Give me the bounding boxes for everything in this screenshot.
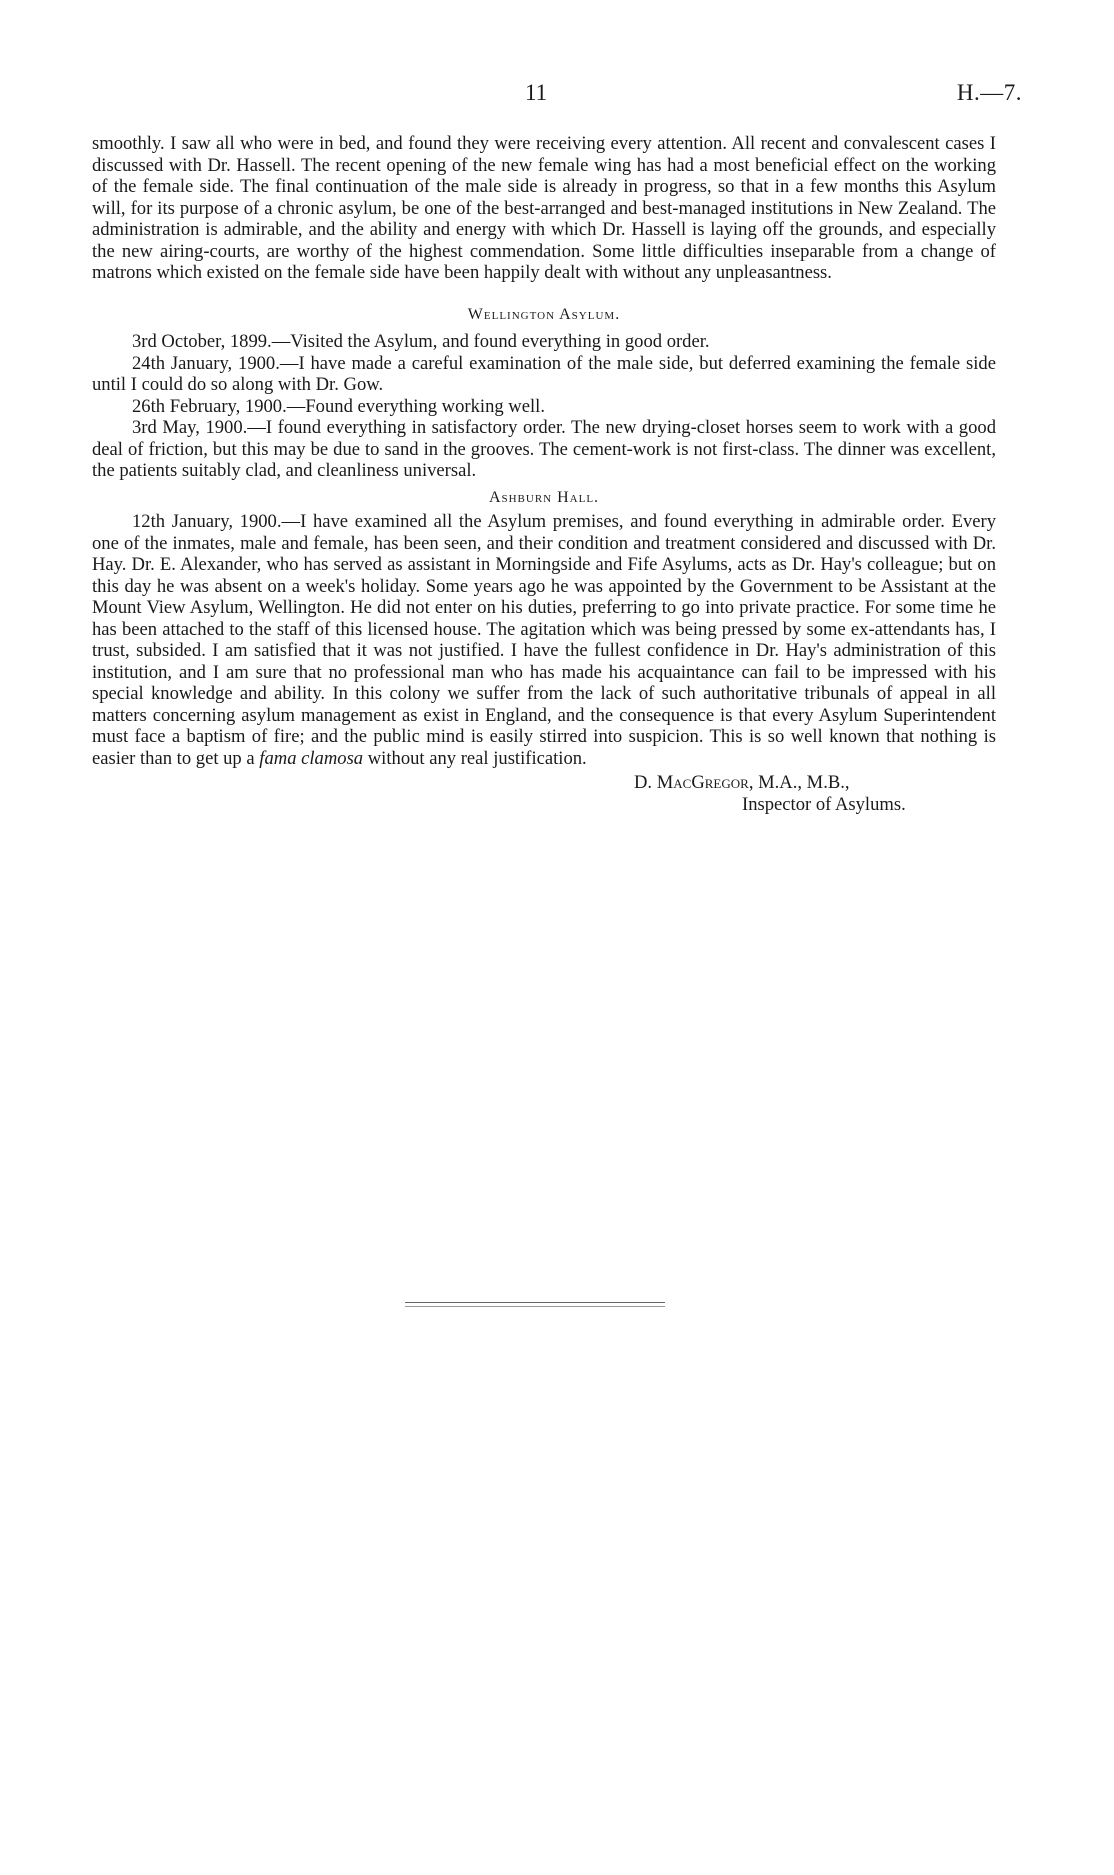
report-code: H.—7.	[956, 80, 1022, 105]
intro-paragraph: smoothly. I saw all who were in bed, and found they were receiving every attention. All recent and convalescent cases I discussed with Dr. Hassell. The recent opening of the new female wing has had a most beneficial effect on the working of the female side. The final continuation of the male side is already in progress, so that in a few months this Asylum will, for its purpose of a chronic asylum, be one of the best-arranged and best-managed institutions in New Zealand. The administration is admirable, and the ability and energy with which Dr. Hassell is laying off the grounds, and especially the new airing-courts, are worthy of the highest commendation. Some little difficulties inseparable from a change of matrons which existed on the female side have been happily dealt with without any unpleasantness.	[92, 133, 996, 283]
signature-name: D. MacGregor	[634, 772, 749, 793]
closing-rule	[405, 1302, 665, 1303]
wellington-entry: 3rd October, 1899.—Visited the Asylum, and found everything in good order.	[132, 331, 710, 352]
signature-credentials: , M.A., M.B.,	[748, 772, 850, 793]
ashburn-paragraph	[92, 511, 996, 769]
ashburn-latin-phrase: fama clamosa	[259, 747, 364, 769]
ashburn-text: 12th January, 1900.—I have examined all the Asylum premises, and found everything in admirable order. Every one of the inmates, male and female, has been seen, and their condition and treatment considered and discussed with Dr. Hay. Dr. E. Alexander, who has served as assistant in Morningside and Fife Asylums, acts as Dr. Hay's colleague; but on this day he was absent on a week's holiday. Some years ago he was appointed by the Government to be Assistant at the Mount View Asylum, Wellington. He did not enter on his duties, preferring to go into private practice. For some time he has been attached to the staff of this licensed house. The agitation which was being pressed by some ex-attendants has, I trust, subsided. I am satisfied that it was not justified. I have the fullest confidence in Dr. Hay's administration of this institution, and I am sure that no professional man who has made his acquaintance can fail to be impressed with his special knowledge and ability. In this colony we suffer from the lack of such authoritative tribunals of appeal in all matters concerning asylum management as exist in England, and the consequence is that every Asylum Superintendent must face a baptism of fire; and the public mind is easily stirred into suspicion. This is so well known that nothing is easier than to get up a	[92, 511, 996, 769]
signature-block	[634, 772, 996, 815]
ashburn-hall-heading: Ashburn Hall.	[488, 488, 600, 506]
wellington-entry: 24th January, 1900.—I have made a careful examination of the male side, but deferred examining the female side until I could do so along with Dr. Gow.	[92, 352, 996, 395]
page-header	[92, 80, 1022, 110]
page-number: 11	[525, 80, 548, 105]
closing-rule-secondary	[405, 1306, 665, 1307]
wellington-asylum-heading: Wellington Asylum.	[467, 305, 621, 323]
signature-title: Inspector of Asylums.	[742, 793, 906, 815]
document-body	[92, 133, 996, 815]
signature-line	[634, 772, 996, 794]
wellington-entry: 3rd May, 1900.—I found everything in satisfactory order. The new drying-closet horses seem to work with a good deal of friction, but this may be due to sand in the grooves. The cement-work is not first-class. The dinner was excellent, the patients suitably clad, and cleanliness universal.	[92, 417, 996, 481]
ashburn-text-end: without any real justification.	[363, 747, 587, 769]
wellington-entry: 26th February, 1900.—Found everything working well.	[132, 395, 545, 417]
